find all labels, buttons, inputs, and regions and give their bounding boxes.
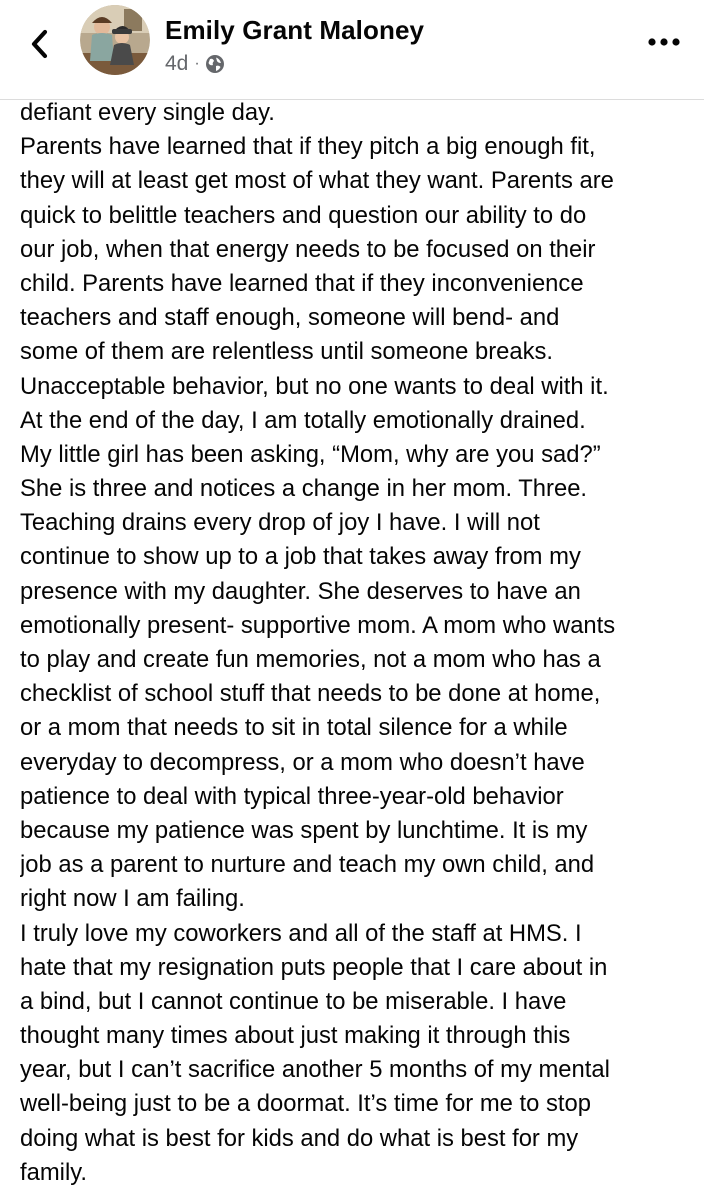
post-text-line: continue to show up to a job that takes away from my	[20, 543, 581, 571]
post-text-line: job as a parent to nurture and teach my own child, and	[20, 851, 595, 879]
post-text-line: thought many times about just making it through this	[20, 1022, 571, 1050]
chevron-left-icon	[29, 29, 51, 59]
more-options-button[interactable]	[642, 24, 686, 60]
post-text-line: presence with my daughter. She deserves to have an	[20, 577, 581, 605]
author-name[interactable]: Emily Grant Maloney	[165, 15, 425, 45]
post-text-line: year, but I can’t sacrifice another 5 months of my mental	[20, 1056, 610, 1084]
post-text-line: Parents have learned that if they pitch a big enough fit,	[20, 133, 596, 161]
post-text-line: child. Parents have learned that if they inconvenience	[20, 269, 584, 297]
post-text-line: checklist of school stuff that needs to be done at home,	[20, 680, 601, 708]
post-text-line: She is three and notices a change in her mom. Three.	[20, 475, 588, 503]
post-text-line: to play and create fun memories, not a mom who has a	[20, 646, 601, 673]
post-text-line: right now I am failing.	[20, 885, 245, 913]
post-text-line: family.	[20, 1158, 87, 1186]
post-text-line: emotionally present- supportive mom. A mom who wants	[20, 611, 616, 639]
avatar[interactable]	[80, 5, 150, 75]
post-text-line: they will at least get most of what they want. Parents are	[20, 167, 614, 195]
post-text	[20, 96, 692, 1196]
post-text-line: My little girl has been asking, “Mom, why are you sad?”	[20, 440, 601, 468]
post-text-line: a bind, but I cannot continue to be miserable. I have	[20, 987, 567, 1015]
post-text-line: At the end of the day, I am totally emotionally drained.	[20, 406, 586, 434]
avatar-photo	[80, 5, 150, 75]
post-text-line: some of them are relentless until someone breaks.	[20, 338, 554, 366]
meta-separator: ·	[194, 55, 200, 72]
post-text-line: I truly love my coworkers and all of the staff at HMS. I	[20, 919, 582, 947]
post-text-line: patience to deal with typical three-year-old behavior	[20, 782, 564, 810]
post-text-line: quick to belittle teachers and question our ability to do	[20, 201, 587, 229]
post-text-line: hate that my resignation puts people that I care about in	[20, 953, 608, 981]
post-text-line: Unacceptable behavior, but no one wants to deal with it.	[20, 372, 609, 400]
back-button[interactable]	[22, 26, 58, 62]
post-timestamp[interactable]: 4d	[165, 52, 189, 75]
globe-icon	[205, 54, 225, 74]
post-text-line: defiant every single day.	[20, 99, 275, 126]
post-text-line: Teaching drains every drop of joy I have. I will not	[20, 509, 540, 537]
post-text-line: or a mom that needs to sit in total silence for a while	[20, 714, 568, 742]
post-text-line: everyday to decompress, or a mom who doesn’t have	[20, 748, 585, 776]
post-header	[0, 0, 704, 100]
post-text-line: teachers and staff enough, someone will bend- and	[20, 304, 560, 332]
post-text-line: well-being just to be a doormat. It’s time for me to stop	[20, 1090, 591, 1118]
post-text-line: our job, when that energy needs to be focused on their	[20, 235, 596, 263]
post-text-line: doing what is best for kids and do what is best for my	[20, 1124, 579, 1152]
post-text-line: because my patience was spent by lunchtime. It is my	[20, 816, 588, 844]
post-meta	[165, 51, 225, 77]
more-options-icon	[647, 37, 681, 47]
